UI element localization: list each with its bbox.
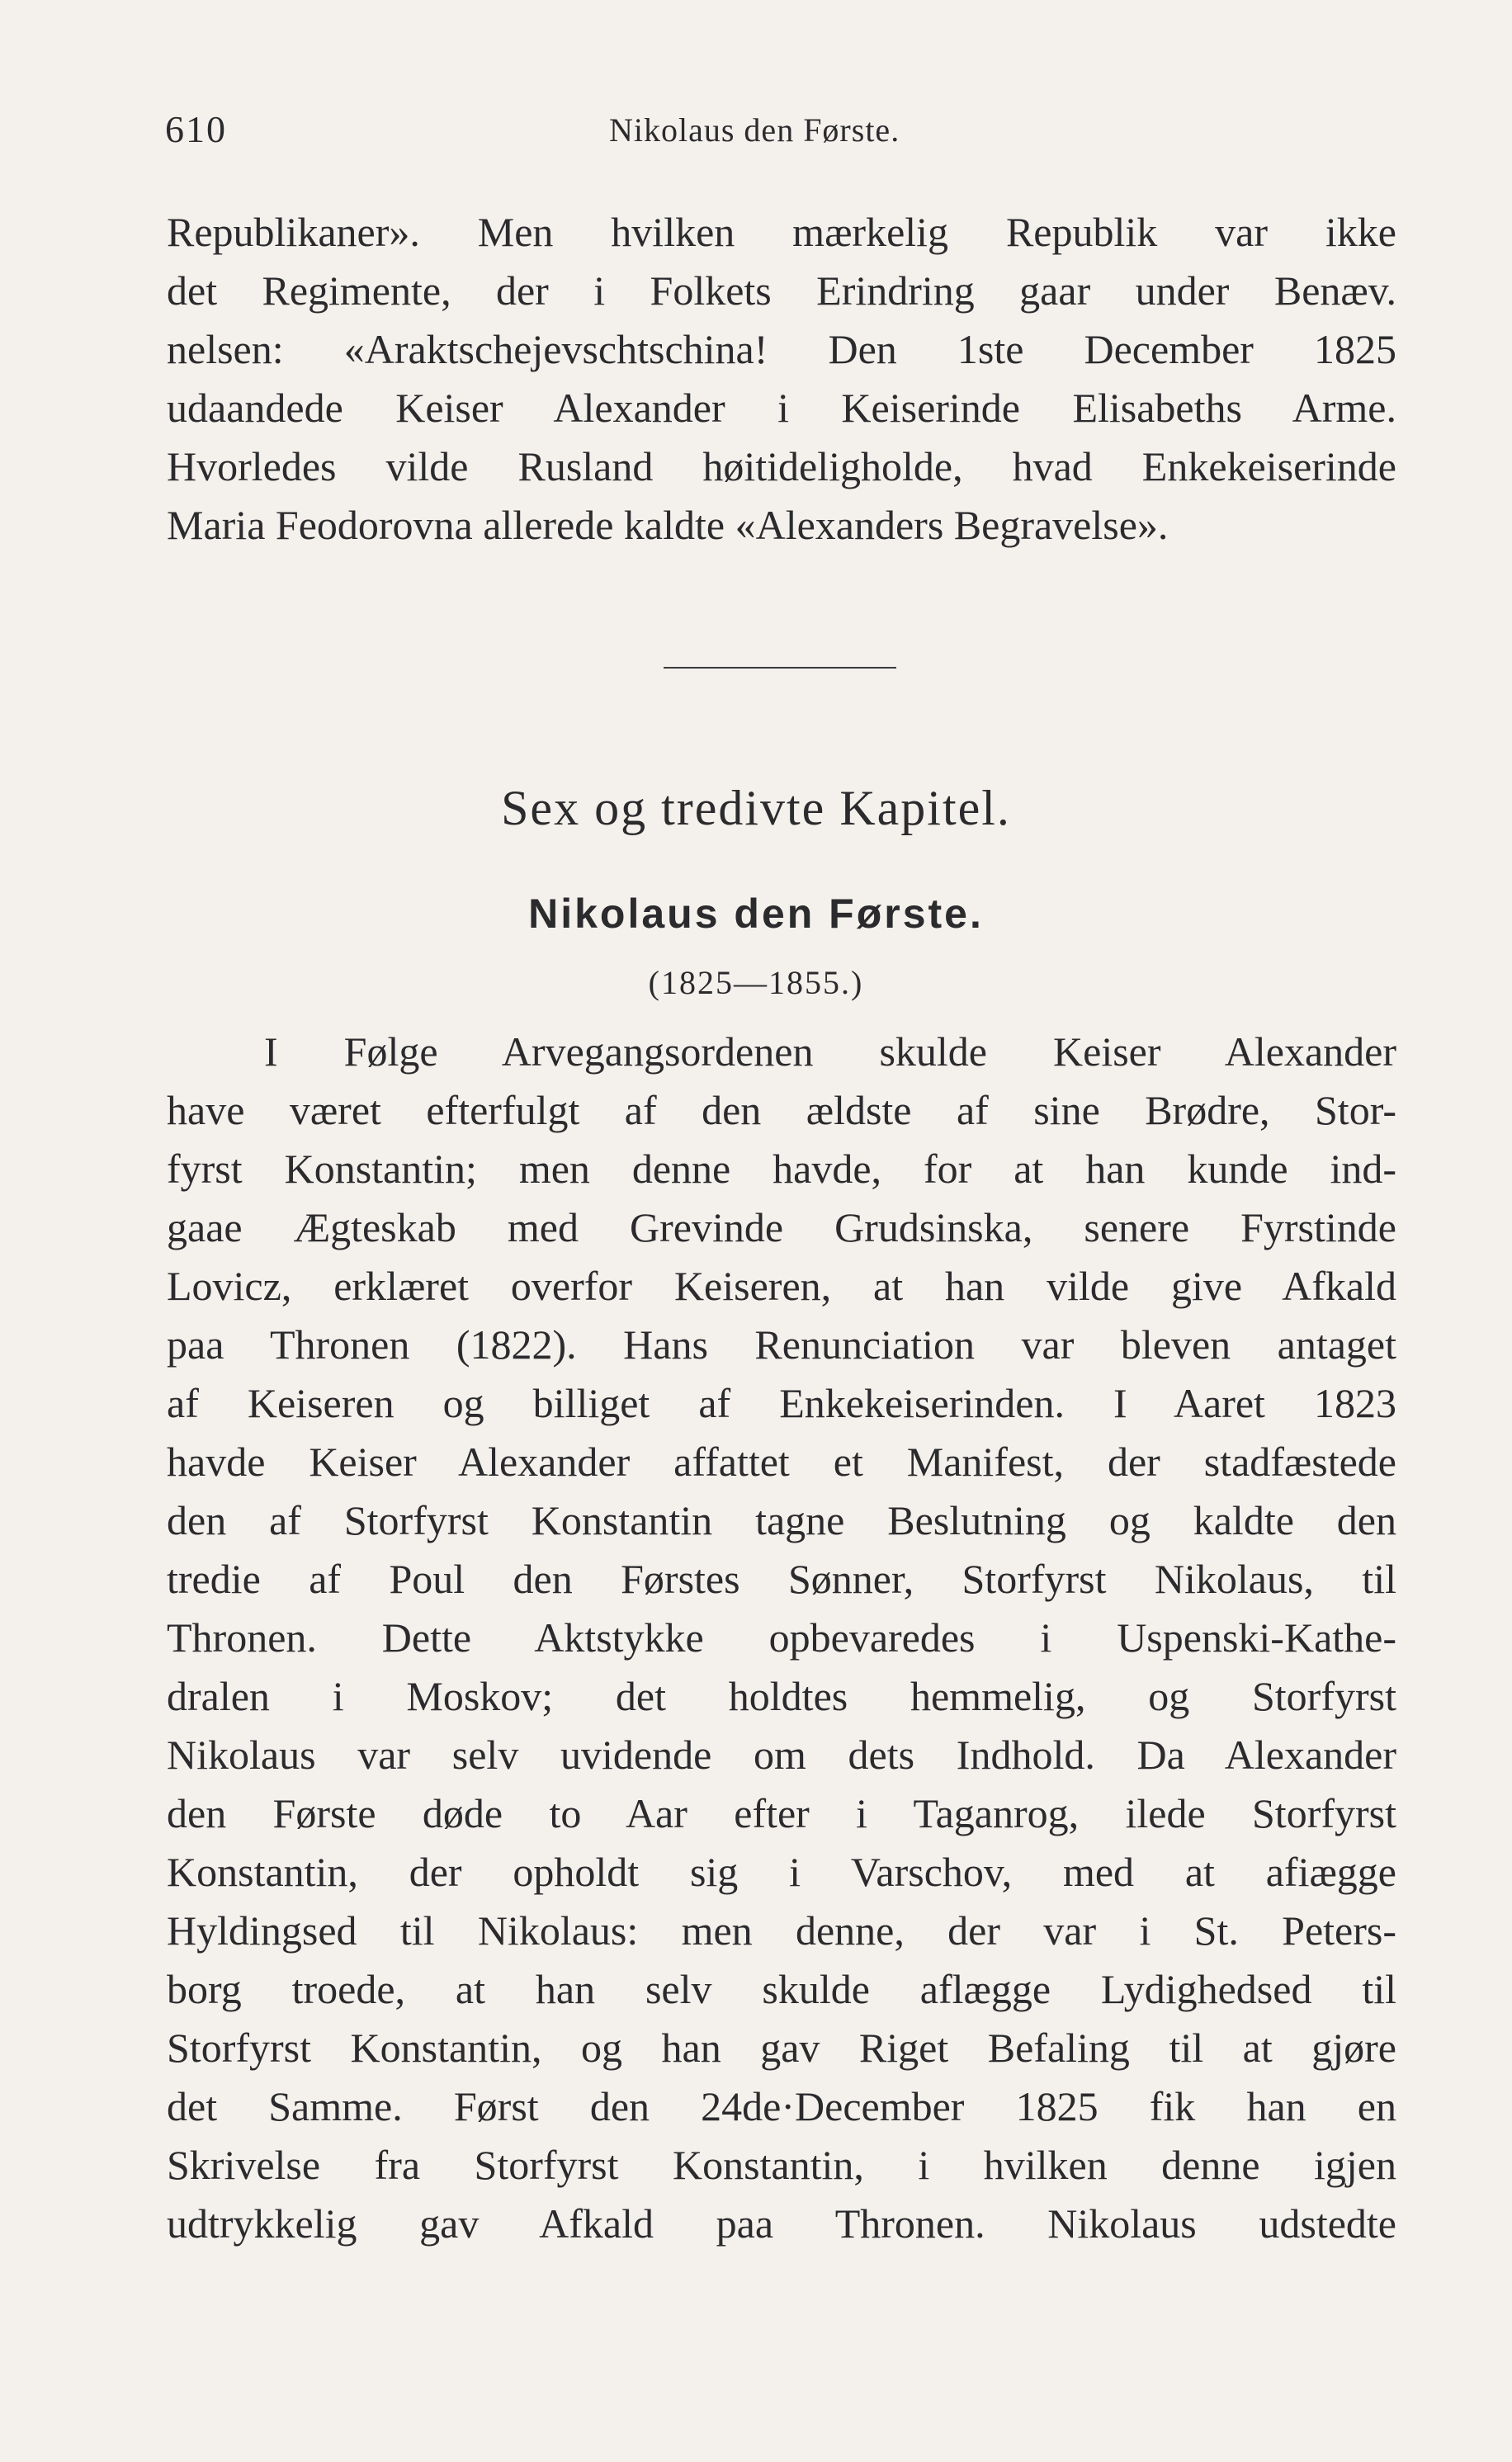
- text-line: det Regimente, der i Folkets Erindring gaar under Benæv.: [167, 267, 1396, 314]
- text-line: Nikolaus var selv uvidende om dets Indhold. Da Alexander: [167, 1732, 1396, 1778]
- reign-years: (1825—1855.): [648, 964, 864, 1001]
- text-line: dralen i Moskov; det holdtes hemmelig, og Storfyrst: [167, 1673, 1396, 1719]
- text-line: nelsen: «Araktschejevschtschina! Den 1ste December 1825: [167, 326, 1396, 372]
- text-line: Thronen. Dette Aktstykke opbevaredes i Uspenski-Kathe-: [167, 1614, 1396, 1661]
- text-line: tredie af Poul den Førstes Sønner, Storfyrst Nikolaus, til: [167, 1556, 1396, 1602]
- text-line: Storfyrst Konstantin, og han gav Riget Befaling til at gjøre: [167, 2025, 1396, 2071]
- text-line: havde Keiser Alexander affattet et Manifest, der stadfæstede: [167, 1439, 1396, 1485]
- running-head: [165, 107, 1403, 157]
- text-line: have været efterfulgt af den ældste af sine Brødre, Stor-: [167, 1087, 1396, 1133]
- text-line: I Følge Arvegangsordenen skulde Keiser Alexander: [264, 1028, 1396, 1075]
- text-line: af Keiseren og billiget af Enkekeiserinden. I Aaret 1823: [167, 1380, 1396, 1426]
- text-line: den Første døde to Aar efter i Taganrog, ilede Storfyrst: [167, 1790, 1396, 1836]
- text-line: udaandede Keiser Alexander i Keiserinde Elisabeths Arme.: [167, 385, 1396, 431]
- text-line: fyrst Konstantin; men denne havde, for at han kunde ind-: [167, 1146, 1396, 1192]
- chapter-title: Sex og tredivte Kapitel.: [501, 781, 1011, 835]
- text-line: gaae Ægteskab med Grevinde Grudsinska, senere Fyrstinde: [167, 1204, 1396, 1250]
- text-line: borg troede, at han selv skulde aflægge Lydighedsed til: [167, 1966, 1396, 2012]
- text-line: Skrivelse fra Storfyrst Konstantin, i hvilken denne igjen: [167, 2142, 1396, 2188]
- text-line: Hvorledes vilde Rusland høitideligholde, hvad Enkekeiserinde: [167, 443, 1396, 489]
- running-title: Nikolaus den Første.: [609, 111, 900, 149]
- page-number: 610: [165, 108, 227, 150]
- paragraph-top: [167, 203, 1396, 555]
- section-title: Nikolaus den Første.: [528, 891, 984, 937]
- section-divider: [664, 667, 896, 669]
- text-line: den af Storfyrst Konstantin tagne Beslutning og kaldte den: [167, 1497, 1396, 1543]
- text-line: Konstantin, der opholdt sig i Varschov, med at afiægge: [167, 1849, 1396, 1895]
- text-line: paa Thronen (1822). Hans Renunciation var bleven antaget: [167, 1321, 1396, 1368]
- text-line: Republikaner». Men hvilken mærkelig Republik var ikke: [167, 209, 1396, 255]
- paragraph-main: [167, 1023, 1396, 2253]
- text-line: Maria Feodorovna allerede kaldte «Alexanders Begravelse».: [167, 502, 1169, 548]
- text-line: Lovicz, erklæret overfor Keiseren, at han vilde give Afkald: [167, 1263, 1396, 1309]
- text-line: det Samme. Først den 24de·December 1825 fik han en: [167, 2083, 1396, 2129]
- text-line: Hyldingsed til Nikolaus: men denne, der var i St. Peters-: [167, 1907, 1396, 1954]
- text-line: udtrykkelig gav Afkald paa Thronen. Nikolaus udstedte: [167, 2200, 1396, 2247]
